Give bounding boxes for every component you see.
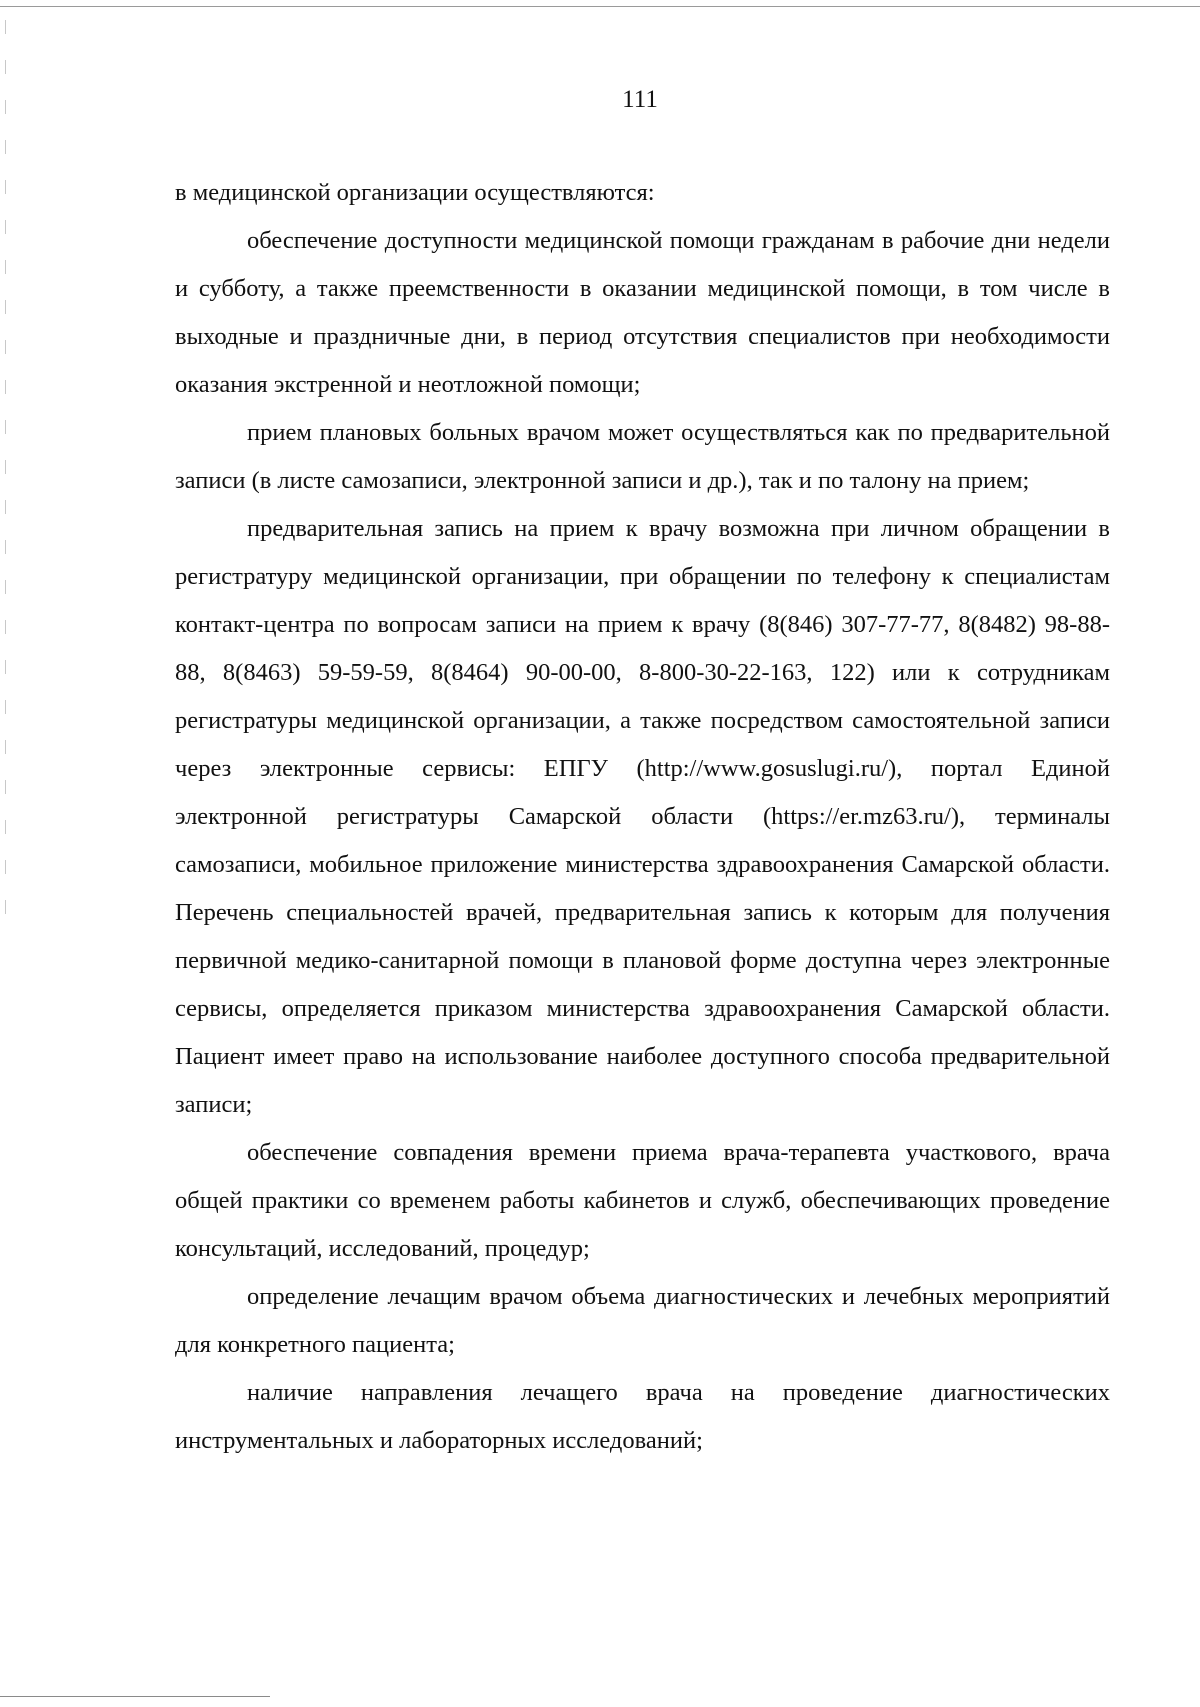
- page-number: 111: [622, 86, 658, 113]
- scan-bottom-border-line: [0, 1696, 270, 1697]
- paragraph-diagnostic-scope: определение лечащим врачом объема диагностических и лечебных мероприятий для конкретного пациента;: [175, 1283, 1110, 1358]
- paragraph-continuation: в медицинской организации осуществляются:: [175, 179, 655, 206]
- paragraph-schedule-coincidence: обеспечение совпадения времени приема врача-терапевта участкового, врача общей практики со временем работы кабинетов и служб, обеспечивающих проведение консультаций, исследований, процедур;: [175, 1139, 1110, 1262]
- scan-left-edge-marks: [5, 20, 6, 920]
- document-body: [175, 169, 1110, 1465]
- scan-top-border-line: [0, 6, 1200, 7]
- paragraph-availability: обеспечение доступности медицинской помощи гражданам в рабочие дни недели и субботу, а также преемственности в оказании медицинской помощи, в том числе в выходные и праздничные дни, в период отсутствия специалистов при необходимости оказания экстренной и неотложной помощи;: [175, 227, 1110, 398]
- paragraph-planned-reception: прием плановых больных врачом может осуществляться как по предварительной записи (в листе самозаписи, электронной записи и др.), так и по талону на прием;: [175, 419, 1110, 494]
- paragraph-referral: наличие направления лечащего врача на проведение диагностических инструментальных и лабораторных исследований;: [175, 1379, 1110, 1454]
- paragraph-pre-registration: предварительная запись на прием к врачу возможна при личном обращении в регистратуру медицинской организации, при обращении по телефону к специалистам контакт-центра по вопросам записи на прием к врачу (8(846) 307-77-77, 8(8482) 98-88-88, 8(8463) 59-59-59, 8(8464) 90-00-00, 8-800-30-22-163, 122) или к сотрудникам регистратуры медицинской организации, а также посредством самостоятельной записи через электронные сервисы: ЕПГУ (http://www.gosuslugi.ru/), портал Единой электронной регистратуры Самарской области (https://er.mz63.ru/), терминалы самозаписи, мобильное приложение министерства здравоохранения Самарской области. Перечень специальностей врачей, предварительная запись к которым для получения первичной медико-санитарной помощи в плановой форме доступна через электронные сервисы, определяется приказом министерства здравоохранения Самарской области. Пациент имеет право на использование наиболее доступного способа предварительной записи;: [175, 515, 1110, 1118]
